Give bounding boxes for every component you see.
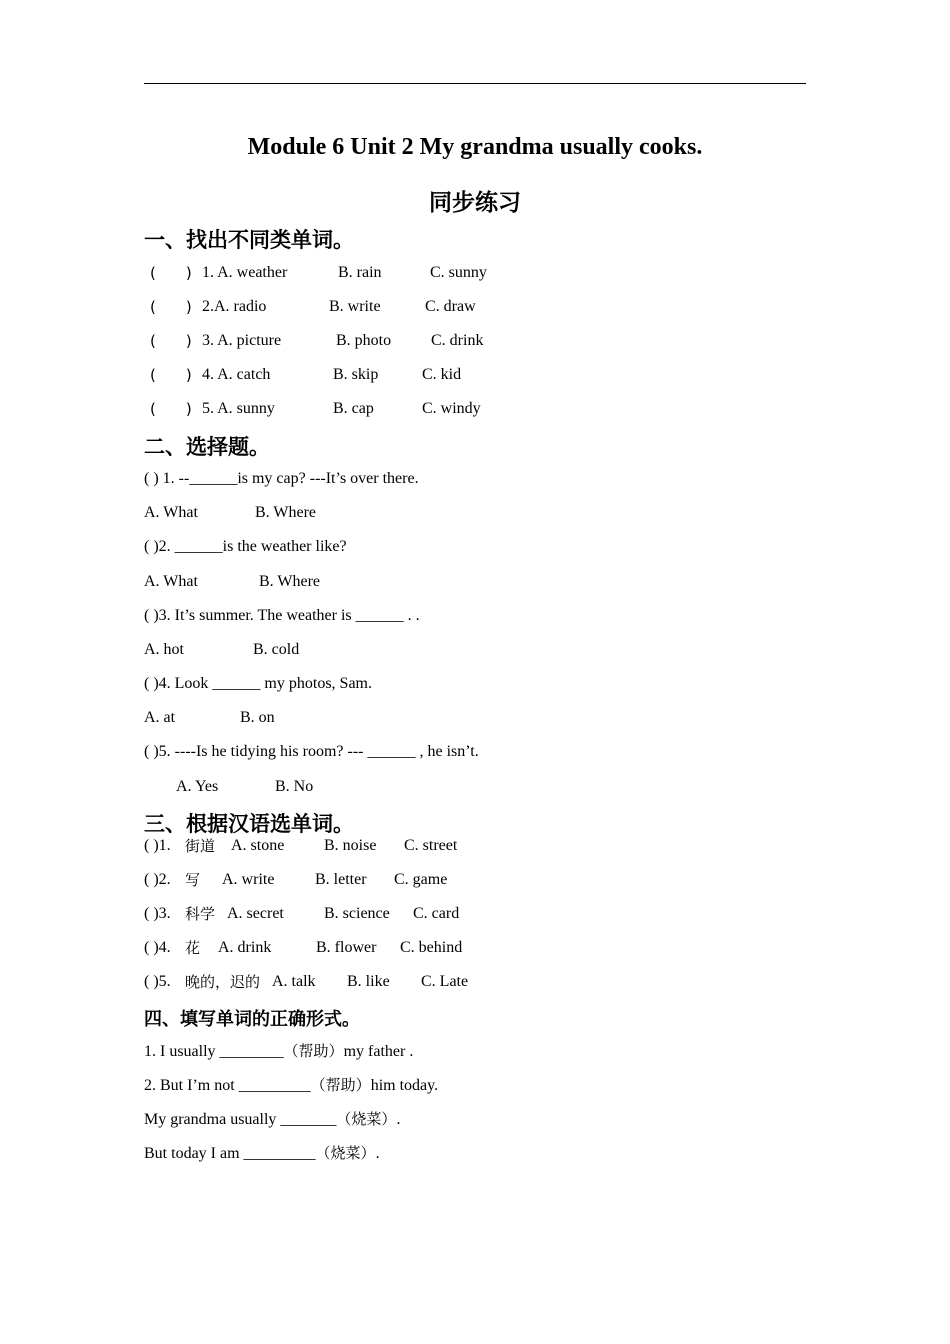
option-a: 1. A. weather — [202, 264, 288, 281]
section2-heading: 二、选择题。 — [144, 435, 270, 459]
chinese-word: 科学 — [185, 905, 216, 923]
section4-heading: 四、填写单词的正确形式。 — [144, 1009, 360, 1030]
chinese-word: 写 — [185, 871, 201, 889]
option-b: B. science — [324, 905, 390, 922]
answer-paren: ( ) — [150, 332, 192, 350]
option-c: C. street — [404, 837, 458, 854]
option-a: A. talk — [272, 973, 316, 990]
sentence-end: . — [375, 1145, 380, 1162]
section1-heading: 一、找出不同类单词。 — [144, 228, 354, 252]
sentence-start: 2. But I’m not _________ — [144, 1077, 311, 1094]
option-b: B. Where — [259, 573, 321, 590]
option-c: C. card — [413, 905, 460, 922]
question-number: ( )1. — [144, 837, 171, 854]
option-a: A. stone — [231, 837, 285, 854]
option-c: C. game — [394, 871, 448, 888]
option-a: 3. A. picture — [202, 332, 282, 349]
option-a: A. drink — [218, 939, 272, 956]
option-c: C. sunny — [430, 264, 487, 281]
option-a: A. write — [222, 871, 275, 888]
answer-paren: ( ) — [150, 366, 192, 384]
question-number: ( )4. — [144, 939, 171, 956]
option-b: B. letter — [315, 871, 367, 888]
option-c: C. drink — [431, 332, 484, 349]
chinese-hint: （帮助） — [283, 1042, 344, 1060]
sentence-end: . — [396, 1111, 401, 1128]
answer-paren: ( ) — [150, 298, 192, 316]
option-b: B. No — [275, 778, 314, 795]
option-a: 4. A. catch — [202, 366, 271, 383]
option-a: A. What — [144, 504, 198, 521]
answer-paren: ( ) — [150, 264, 192, 282]
option-a: A. secret — [227, 905, 284, 922]
option-a: 2.A. radio — [202, 298, 267, 315]
option-b: B. like — [347, 973, 390, 990]
s4-sentence-3 — [144, 1109, 400, 1130]
page-subtitle: 同步练习 — [429, 190, 521, 216]
chinese-word: 花 — [185, 939, 201, 957]
chinese-hint: （烧菜） — [336, 1110, 397, 1128]
option-b: B. noise — [324, 837, 377, 854]
option-b: B. flower — [316, 939, 377, 956]
chinese-hint: （烧菜） — [315, 1144, 376, 1162]
option-c: C. windy — [422, 400, 481, 417]
option-c: C. behind — [400, 939, 463, 956]
option-b: B. Where — [255, 504, 317, 521]
question-number: ( )2. — [144, 871, 171, 888]
option-c: C. Late — [421, 973, 469, 990]
sentence-start: But today I am _________ — [144, 1145, 316, 1162]
option-b: B. write — [329, 298, 381, 315]
page-title: Module 6 Unit 2 My grandma usually cooks. — [247, 134, 703, 160]
s2-question-4: ( )4. Look ______ my photos, Sam. — [144, 675, 372, 692]
sentence-end: my father . — [343, 1043, 414, 1060]
s4-sentence-2 — [144, 1075, 438, 1096]
sentence-start: 1. I usually ________ — [144, 1043, 284, 1060]
sentence-end: him today. — [370, 1077, 439, 1094]
s2-question-1: ( ) 1. --______is my cap? ---It’s over there. — [144, 470, 419, 487]
question-number: ( )5. — [144, 973, 171, 990]
s2-question-3: ( )3. It’s summer. The weather is ______ . . — [144, 607, 420, 624]
chinese-word: 晚的，迟的 — [185, 973, 261, 991]
option-b: B. skip — [333, 366, 379, 383]
option-a: 5. A. sunny — [202, 400, 275, 417]
option-a: A. hot — [144, 641, 184, 658]
option-a: A. Yes — [176, 778, 219, 795]
section3-heading: 三、根据汉语选单词。 — [144, 812, 354, 836]
option-a: A. What — [144, 573, 198, 590]
option-a: A. at — [144, 709, 176, 726]
question-number: ( )3. — [144, 905, 171, 922]
chinese-word: 街道 — [185, 837, 216, 855]
option-b: B. cold — [253, 641, 300, 658]
option-b: B. photo — [336, 332, 392, 349]
chinese-hint: （帮助） — [310, 1076, 371, 1094]
option-b: B. on — [240, 709, 275, 726]
s4-sentence-4 — [144, 1143, 380, 1164]
header-rule — [144, 83, 806, 84]
option-c: C. kid — [422, 366, 462, 383]
option-b: B. cap — [333, 400, 374, 417]
option-b: B. rain — [338, 264, 382, 281]
option-c: C. draw — [425, 298, 476, 315]
answer-paren: ( ) — [150, 400, 192, 418]
sentence-start: My grandma usually _______ — [144, 1111, 337, 1128]
s2-question-2: ( )2. ______is the weather like? — [144, 538, 347, 555]
s2-question-5: ( )5. ----Is he tidying his room? --- ______ , he isn’t. — [144, 743, 479, 760]
s4-sentence-1 — [144, 1041, 413, 1062]
